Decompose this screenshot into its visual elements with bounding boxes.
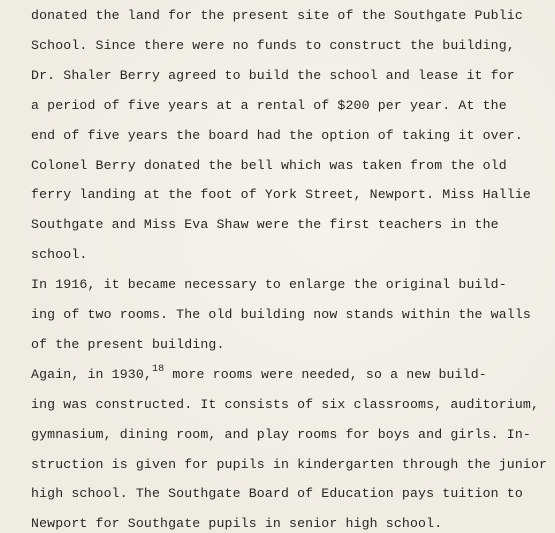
text-line-4: a period of five years at a rental of $200 per year. At the	[31, 97, 507, 113]
text-line-8: Southgate and Miss Eva Shaw were the first teachers in the	[31, 217, 499, 233]
text-line-6: Colonel Berry donated the bell which was taken from the old	[31, 157, 507, 173]
text-line-10: In 1916, it became necessary to enlarge the original build-	[31, 277, 507, 293]
text-line-18: Newport for Southgate pupils in senior high school.	[31, 516, 443, 532]
text-line-12: of the present building.	[31, 336, 225, 352]
text-line-16: struction is given for pupils in kindergarten through the junior	[31, 456, 548, 472]
text-line-13-start: Again, in 1930,	[31, 366, 152, 382]
text-line-9: school.	[31, 247, 88, 263]
text-line-17: high school. The Southgate Board of Education pays tuition to	[31, 486, 523, 502]
text-line-15: gymnasium, dining room, and play rooms for boys and girls. In-	[31, 426, 531, 442]
text-line-13	[31, 363, 487, 385]
footnote-reference: 18	[151, 363, 165, 375]
text-line-3: Dr. Shaler Berry agreed to build the school and lease it for	[31, 67, 515, 83]
bleed-through-text	[150, 238, 157, 252]
text-line-2: School. Since there were no funds to construct the building,	[31, 37, 515, 53]
text-line-11: ing of two rooms. The old building now stands within the walls	[31, 307, 531, 322]
text-line-14: ing was constructed. It consists of six classrooms, auditorium,	[31, 396, 540, 412]
text-line-1: donated the land for the present site of the Southgate Public	[31, 8, 523, 23]
text-line-5: end of five years the board had the option of taking it over.	[31, 127, 523, 143]
text-line-7: ferry landing at the foot of York Street, Newport. Miss Hallie	[31, 187, 531, 203]
text-line-13-end: more rooms were needed, so a new build-	[164, 366, 487, 382]
